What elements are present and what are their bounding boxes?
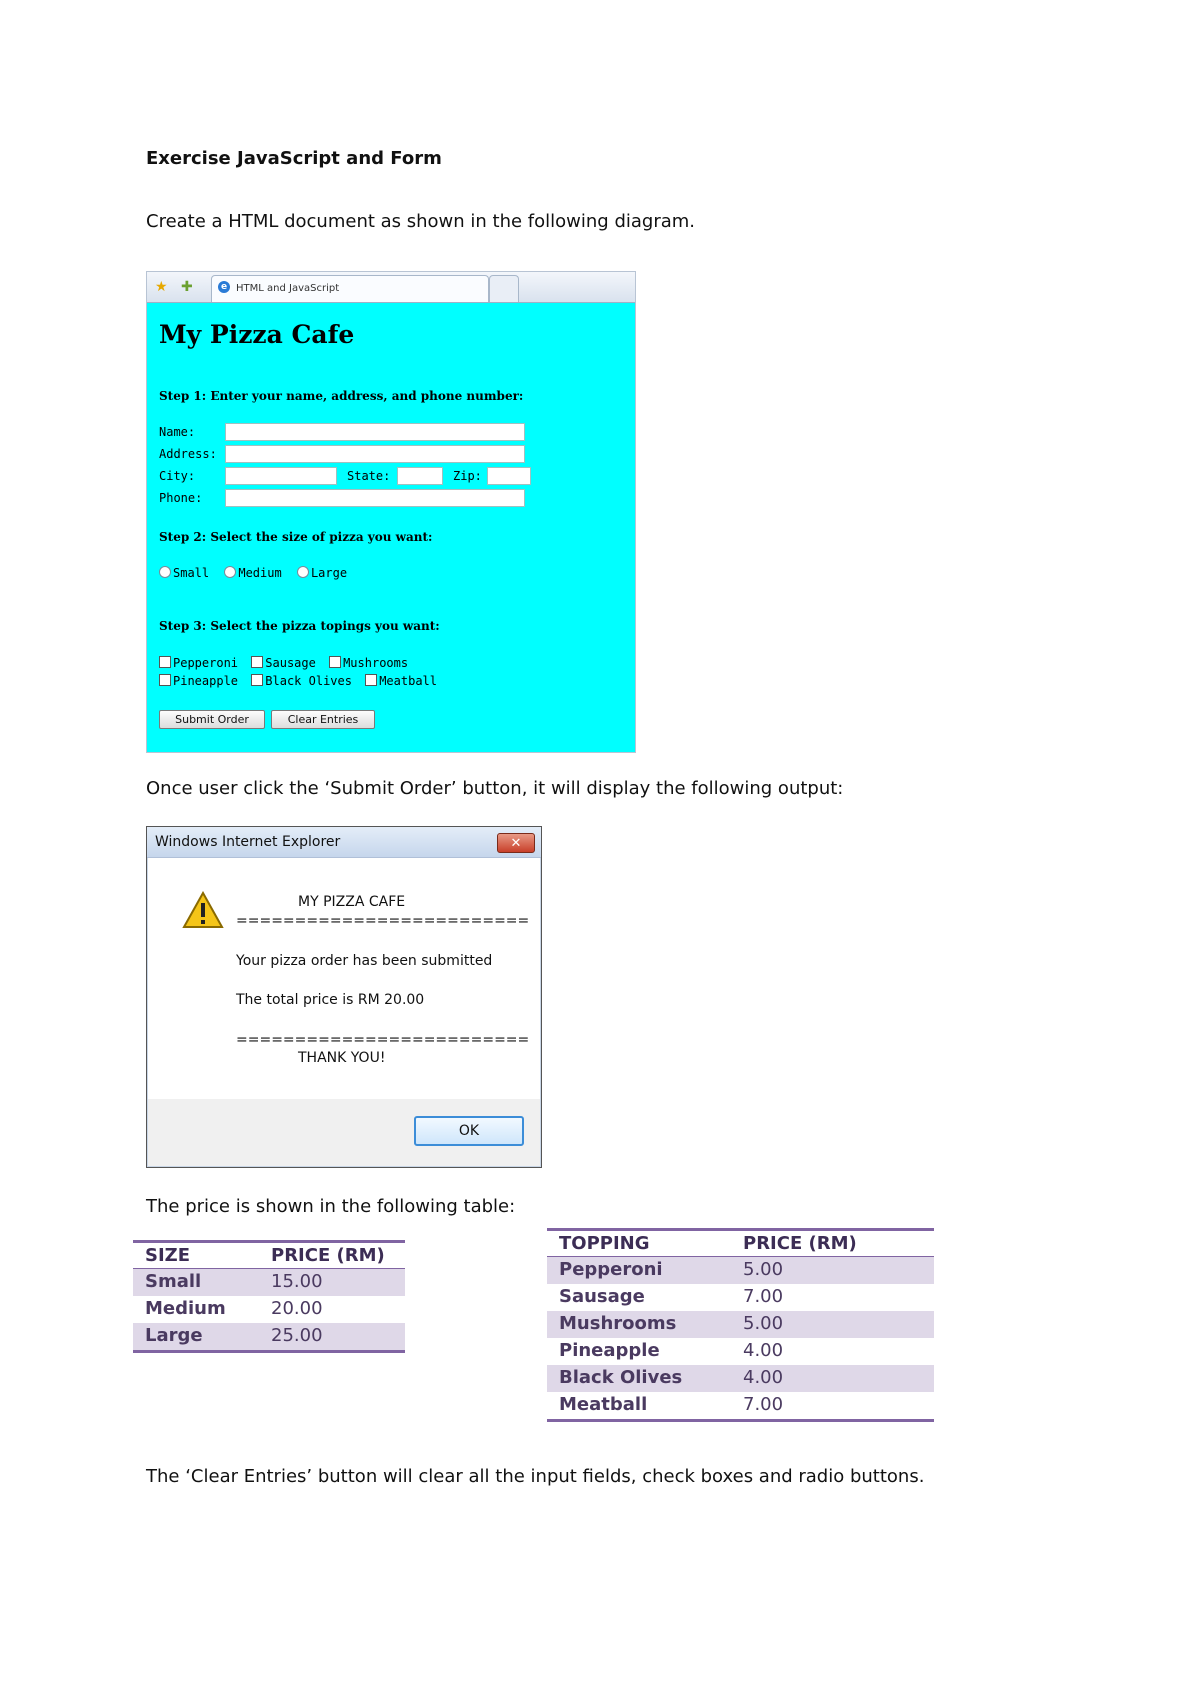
table-row	[547, 1284, 934, 1311]
dialog-footer	[148, 1099, 540, 1166]
ok-button[interactable]: OK	[414, 1116, 524, 1146]
topping-checkbox-pineapple[interactable]: Pineapple	[159, 674, 238, 688]
dialog-separator-top: =========================	[236, 913, 530, 929]
step3-heading: Step 3: Select the pizza topings you want:	[159, 619, 440, 633]
step1-heading: Step 1: Enter your name, address, and phone number:	[159, 389, 524, 403]
address-label: Address:	[159, 447, 217, 461]
table-row	[133, 1269, 405, 1296]
favorites-star-icon[interactable]: ★	[155, 278, 168, 294]
table-cell: Meatball	[559, 1394, 648, 1415]
dialog-separator-bottom: =========================	[236, 1032, 530, 1048]
table-cell: 25.00	[271, 1325, 323, 1346]
city-label: City:	[159, 469, 196, 483]
city-field[interactable]	[225, 467, 337, 485]
size-radio-medium[interactable]: Medium	[224, 566, 281, 580]
table-cell: Sausage	[559, 1286, 645, 1307]
intro-text: Create a HTML document as shown in the following diagram.	[146, 211, 696, 232]
name-label: Name:	[159, 425, 196, 439]
table-cell: Black Olives	[559, 1367, 683, 1388]
table-row	[547, 1311, 934, 1338]
closing-text: The ‘Clear Entries’ button will clear all the input fields, check boxes and radio buttons.	[146, 1466, 925, 1487]
price-intro-text: The price is shown in the following table:	[146, 1196, 516, 1217]
table-cell: Pepperoni	[559, 1259, 663, 1280]
table-row	[547, 1365, 934, 1392]
pizza-page-title: My Pizza Cafe	[159, 320, 355, 349]
name-field[interactable]	[225, 423, 525, 441]
output-intro-text: Once user click the ‘Submit Order’ button, it will display the following output:	[146, 778, 844, 799]
dialog-line-total: The total price is RM 20.00	[236, 992, 425, 1008]
size-radio-group	[159, 566, 347, 580]
phone-label: Phone:	[159, 491, 203, 505]
clear-entries-button[interactable]: Clear Entries	[271, 710, 375, 729]
close-icon[interactable]: ✕	[497, 833, 535, 853]
table-cell: 15.00	[271, 1271, 323, 1292]
phone-field[interactable]	[225, 489, 525, 507]
dialog-line-thanks: THANK YOU!	[298, 1050, 386, 1066]
table-cell: 4.00	[743, 1340, 784, 1361]
zip-field[interactable]	[487, 467, 531, 485]
alert-dialog	[146, 826, 542, 1168]
table-header-cell: PRICE (RM)	[743, 1233, 857, 1254]
address-field[interactable]	[225, 445, 525, 463]
dialog-line-heading: MY PIZZA CAFE	[298, 894, 406, 910]
dialog-titlebar	[147, 827, 541, 858]
zip-label: Zip:	[453, 469, 482, 483]
table-cell: 5.00	[743, 1313, 784, 1334]
exercise-heading: Exercise JavaScript and Form	[146, 148, 442, 169]
table-cell: 7.00	[743, 1394, 784, 1415]
topping-checkbox-pepperoni[interactable]: Pepperoni	[159, 656, 238, 670]
size-radio-small[interactable]: Small	[159, 566, 209, 580]
table-cell: Pineapple	[559, 1340, 660, 1361]
dialog-line-submitted: Your pizza order has been submitted	[236, 953, 493, 969]
step2-heading: Step 2: Select the size of pizza you want:	[159, 530, 433, 544]
size-price-table	[133, 1240, 405, 1353]
topping-checkbox-mushrooms[interactable]: Mushrooms	[329, 656, 408, 670]
state-label: State:	[347, 469, 391, 483]
table-cell: Medium	[145, 1298, 226, 1319]
table-cell: 4.00	[743, 1367, 784, 1388]
browser-tab[interactable]	[211, 275, 489, 302]
table-cell: Small	[145, 1271, 202, 1292]
new-tab-button[interactable]	[489, 275, 519, 302]
topping-price-table	[547, 1228, 934, 1422]
table-row	[547, 1392, 934, 1419]
table-header-row	[133, 1243, 405, 1269]
table-header-cell: PRICE (RM)	[271, 1245, 385, 1266]
table-cell: Large	[145, 1325, 203, 1346]
topping-checkbox-meatball[interactable]: Meatball	[365, 674, 437, 688]
table-cell: 7.00	[743, 1286, 784, 1307]
size-radio-large[interactable]: Large	[297, 566, 347, 580]
table-row	[547, 1257, 934, 1284]
dialog-body	[148, 858, 540, 1084]
table-row	[133, 1296, 405, 1323]
add-favorites-icon[interactable]: ✚	[181, 278, 193, 294]
table-cell: 20.00	[271, 1298, 323, 1319]
table-row	[547, 1338, 934, 1365]
topping-checkbox-row1	[159, 656, 408, 670]
topping-checkbox-sausage[interactable]: Sausage	[251, 656, 316, 670]
browser-screenshot	[146, 271, 636, 753]
topping-checkbox-row2	[159, 674, 437, 688]
topping-checkbox-black-olives[interactable]: Black Olives	[251, 674, 352, 688]
table-cell: 5.00	[743, 1259, 784, 1280]
browser-tab-bar	[147, 272, 635, 303]
table-cell: Mushrooms	[559, 1313, 677, 1334]
submit-order-button[interactable]: Submit Order	[159, 710, 265, 729]
table-row	[133, 1323, 405, 1350]
dialog-title: Windows Internet Explorer	[155, 834, 341, 850]
state-field[interactable]	[397, 467, 443, 485]
tab-title: HTML and JavaScript	[236, 283, 340, 294]
ie-icon: e	[218, 281, 230, 293]
table-header-cell: SIZE	[145, 1245, 191, 1266]
table-header-row	[547, 1231, 934, 1257]
table-header-cell: TOPPING	[559, 1233, 650, 1254]
warning-icon	[182, 891, 224, 929]
